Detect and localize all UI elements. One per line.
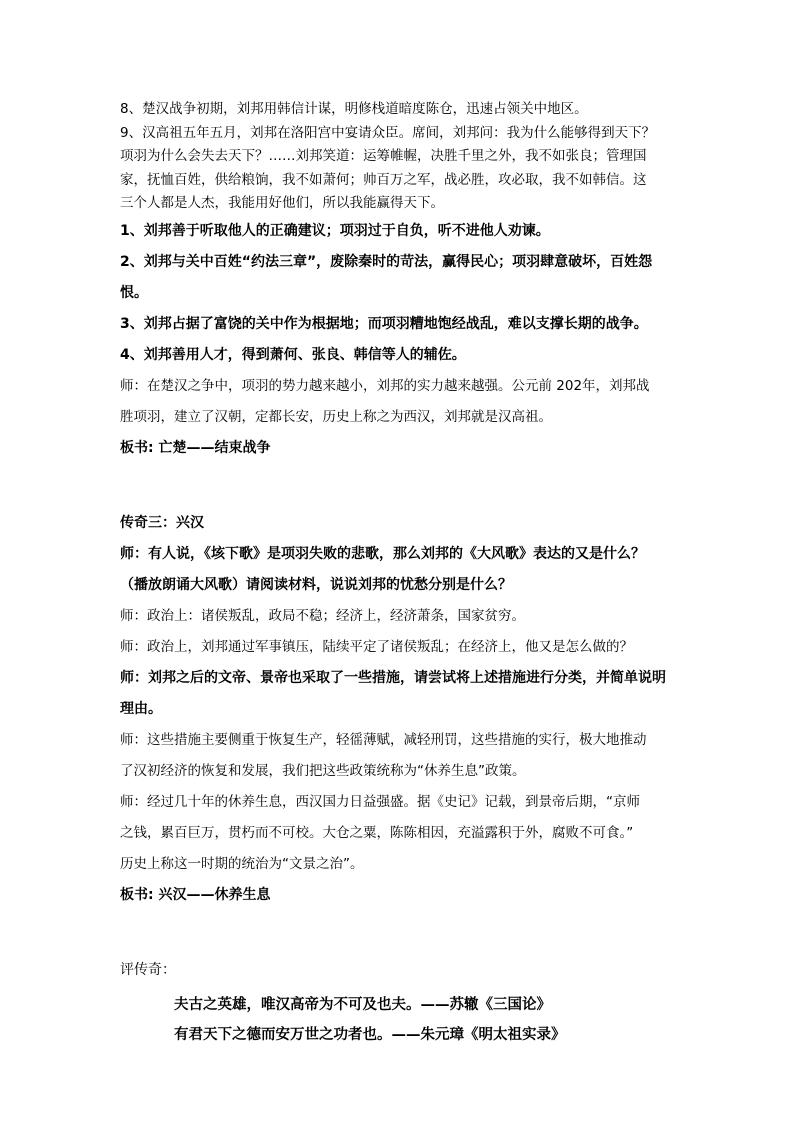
teacher-note-5-line: 历史上称这一时期的统治为“文景之治”。 (120, 855, 364, 872)
paragraph-9-line: 项羽为什么会失去天下？……刘邦笑道：运筹帷幄，决胜千里之外，我不如张良；管理国 (120, 148, 647, 164)
reason-2-line: 恨。 (120, 284, 148, 301)
teacher-note-1 (120, 371, 674, 433)
section-heading-3: 传奇三：兴汉 (120, 514, 204, 531)
paragraph-9-line: 9、汉高祖五年五月，刘邦在洛阳宫中宴请众臣。席间，刘邦问：我为什么能够得到天下？ (120, 124, 656, 141)
teacher-note-3: 师：政治上，刘邦通过军事镇压，陆续平定了诸侯叛乱；在经济上，他又是怎么做的？ (120, 638, 633, 655)
reason-2-line: 2、刘邦与关中百姓“约法三章”，废除秦时的苛法，赢得民心；项羽肆意破坏，百姓怨 (120, 253, 653, 270)
review-heading: 评传奇： (120, 961, 176, 978)
question-3-line: 师：刘邦之后的文帝、景帝也采取了一些措施，请尝试将上述措施进行分类，并简单说明 (120, 669, 666, 686)
board-note-1: 板书: 亡楚——结束战争 (120, 439, 271, 456)
reason-2 (120, 247, 674, 309)
quote-2: 有君天下之德而安万世之功者也。——朱元璋《明太祖实录》 (174, 1026, 566, 1043)
teacher-note-4 (120, 725, 674, 787)
teacher-note-5 (120, 787, 674, 880)
teacher-note-2: 师：政治上：诸侯叛乱，政局不稳；经济上，经济萧条，国家贫穷。 (120, 607, 525, 624)
paragraph-9-line: 家，抚恤百姓，供给粮饷，我不如萧何；帅百万之军，战必胜，攻必取，我不如韩信。这 (120, 171, 647, 188)
teacher-note-5-line: 之钱，累百巨万，贯朽而不可校。大仓之粟，陈陈相因，充溢露积于外，腐败不可食。” (120, 824, 634, 841)
question-3-line: 理由。 (120, 700, 162, 717)
paragraph-8: 8、楚汉战争初期，刘邦用韩信计谋，明修栈道暗度陈仓，迅速占领关中地区。 (120, 101, 588, 117)
question-2: （播放朗诵大风歌）请阅读材料，说说刘邦的忧愁分别是什么？ (120, 576, 512, 593)
teacher-note-4-line: 师：这些措施主要侧重于恢复生产，轻徭薄赋，减轻刑罚，这些措施的实行，极大地推动 (120, 731, 647, 748)
reason-1: 1、刘邦善于听取他人的正确建议；项羽过于自负，听不进他人劝谏。 (120, 222, 550, 239)
teacher-note-1-line: 胜项羽，建立了汉朝，定都长安，历史上称之为西汉，刘邦就是汉高祖。 (120, 408, 552, 425)
teacher-note-4-line: 了汉初经济的恢复和发展，我们把这些政策统称为“休养生息”政策。 (120, 762, 526, 779)
teacher-note-5-line: 师：经过几十年的休养生息，西汉国力日益强盛。据《史记》记载，到景帝后期，“京师 (120, 793, 640, 810)
quote-1: 夫古之英雄，唯汉高帝为不可及也夫。——苏辙《三国论》 (174, 996, 551, 1013)
board-note-2: 板书: 兴汉——休养生息 (120, 886, 271, 903)
paragraph-9-line: 三个人都是人杰，我能用好他们，所以我能赢得天下。 (120, 195, 444, 211)
question-3 (120, 663, 674, 725)
paragraph-9 (120, 122, 674, 216)
question-1: 师：有人说，《垓下歌》是项羽失败的悲歌，那么刘邦的《大风歌》表达的又是什么？ (120, 545, 645, 562)
reason-3: 3、刘邦占据了富饶的关中作为根据地；而项羽糟地饱经战乱，难以支撑长期的战争。 (120, 315, 648, 332)
reason-4: 4、刘邦善用人才，得到萧何、张良、韩信等人的辅佐。 (120, 346, 466, 363)
teacher-note-1-line: 师：在楚汉之争中，项羽的势力越来越小，刘邦的实力越来越强。公元前 202年，刘邦战 (120, 377, 650, 394)
